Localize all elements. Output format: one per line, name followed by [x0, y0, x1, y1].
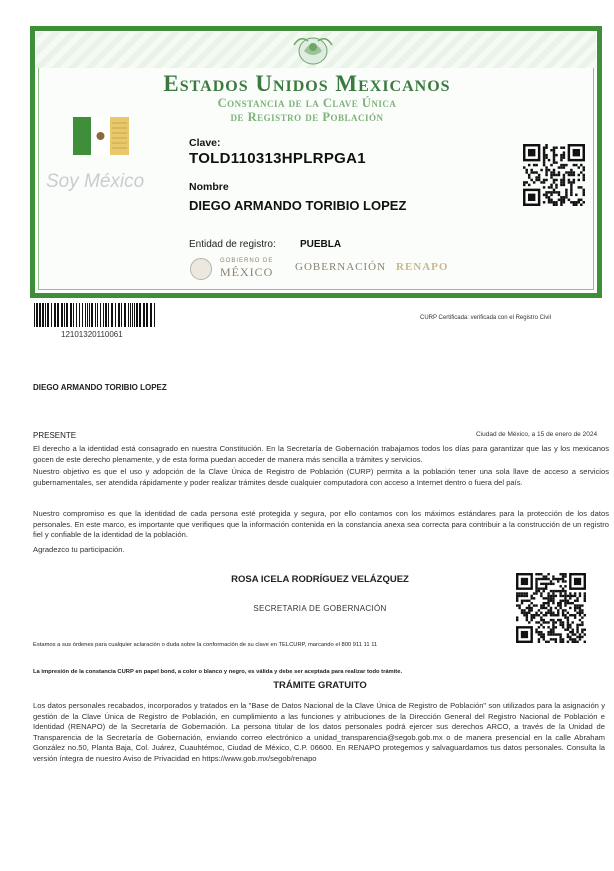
qr-code-secondary-icon	[516, 573, 586, 643]
paragraph-thanks: Agradezco tu participación.	[33, 545, 125, 554]
paragraph-identity: El derecho a la identidad está consagrado en nuestra Constitución. En la Secretaría de Gobernación trabajamos todos los días para garantizar que las y los mexicanos gocen de este derecho plenamente, y de esta forma puedan acceder de manera más sencilla a trámites y servicios.	[33, 444, 609, 464]
telcurp-notice: Estamos a sus órdenes para cualquier aclaración o duda sobre la conformación de su clave en TELCURP, marcando el 800 911 11 11	[33, 642, 378, 648]
entidad-label: Entidad de registro:	[189, 239, 276, 250]
qr-code-icon	[523, 144, 585, 206]
recipient-name: DIEGO ARMANDO TORIBIO LOPEZ	[33, 383, 167, 392]
privacy-notice: Los datos personales recabados, incorporados y tratados en la "Base de Datos Nacional de la Clave Única de Registro de Población" son utilizados para la asignación y gestión de la Clave Única de Registro de Población, en cumplimiento a las funciones y atribuciones de la Dirección General del Registro Nacional de Población e Identidad (RENAPO) de la Secretaría de Gobernación. La persona titular de los datos personales podrá ejercer sus derechos ARCO, a través de la Unidad de Transparencia de la Secretaría de Gobernación, enviando correo electrónico a unidad_transparencia@segob.gob.mx o de manera presencial en la calle Abraham González no.50, Planta Baja, Col. Juárez, Cuauhtémoc, Ciudad de México, C.P. 06600. En RENAPO protegemos y salvaguardamos tus datos personales. Consulta la versión íntegra de nuestro Aviso de Privacidad en https://www.gob.mx/segob/renapo	[33, 701, 605, 763]
barcode-number: 12101320110061	[61, 330, 123, 339]
document-title: Estados Unidos Mexicanos	[163, 71, 451, 96]
document-subtitle-line-2: de Registro de Población	[230, 110, 384, 124]
clave-value: TOLD110313HPLRPGA1	[189, 150, 366, 167]
tramite-gratuito: TRÁMITE GRATUITO	[273, 680, 367, 691]
gobierno-seal-icon	[190, 258, 212, 280]
curp-certification-text: CURP Certificada: verificada con el Registro Civil	[420, 315, 551, 321]
renapo-logo: RENAPO	[396, 261, 449, 273]
greeting: PRESENTE	[33, 431, 77, 440]
nombre-value: DIEGO ARMANDO TORIBIO LOPEZ	[189, 198, 407, 213]
barcode-icon	[34, 303, 158, 327]
paragraph-objective: Nuestro objetivo es que el uso y adopción de la Clave Única de Registro de Población (CURP) permita a la población tener una sola llave de acceso a servicios gubernamentales, ser atendida rápidamente y poder realizar trámites desde cualquier computadora con acceso a Internet dentro o fuera del país.	[33, 467, 609, 487]
mexico-flag-icon	[73, 117, 129, 155]
paragraph-commitment: Nuestro compromiso es que la identidad de cada persona esté protegida y segura, por ello contamos con los máximos estándares para la protección de los datos personales. En este marco, es importante que verifiques que la información contenida en la constancia anexa sea correcta para contribuir a la construcción de un registro fiel y confiable de la identidad de la población.	[33, 509, 609, 539]
signer-name: ROSA ICELA RODRÍGUEZ VELÁZQUEZ	[231, 574, 409, 585]
printing-notice: La impresión de la constancia CURP en papel bond, a color o blanco y negro, es válida y debe ser aceptada para realizar todo trámite.	[33, 669, 403, 675]
gobernacion-logo: GOBERNACIÓN	[295, 261, 387, 273]
entidad-value: PUEBLA	[300, 239, 342, 250]
document-subtitle-line-1: Constancia de la Clave Única	[217, 96, 397, 110]
signer-role: SECRETARIA DE GOBERNACIÓN	[253, 604, 387, 613]
clave-label: Clave:	[189, 137, 221, 149]
nombre-label: Nombre	[189, 181, 229, 193]
letter-date: Ciudad de México, a 15 de enero de 2024	[476, 431, 598, 438]
national-emblem-icon	[290, 29, 336, 69]
soy-mexico-watermark: Soy México	[46, 171, 145, 192]
